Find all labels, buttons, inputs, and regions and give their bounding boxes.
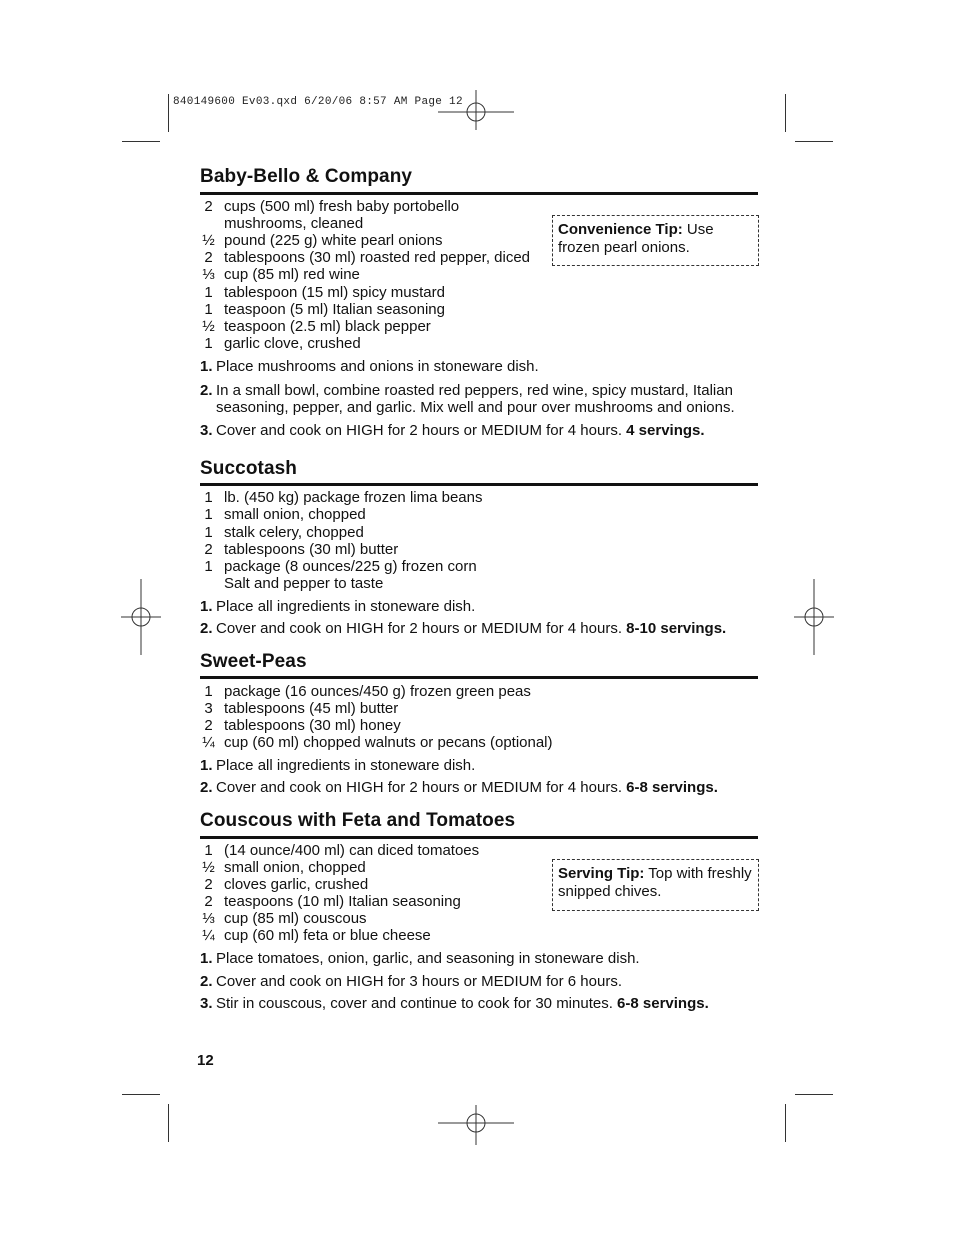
convenience-tip-box	[552, 215, 759, 266]
crop-mark	[795, 1094, 833, 1095]
title-rule	[200, 836, 758, 839]
recipe-title: Succotash	[200, 458, 297, 479]
step: 2. In a small bowl, combine roasted red peppers, red wine, spicy mustard, Italian seasoning, pepper, and garlic. Mix well and pour over mushrooms and onions.	[200, 382, 735, 416]
title-rule	[200, 676, 758, 679]
step: 1. Place all ingredients in stoneware dish.	[200, 757, 476, 774]
crop-mark	[785, 94, 786, 132]
crop-mark	[785, 1104, 786, 1142]
registration-mark-icon	[438, 74, 514, 150]
crop-mark	[168, 94, 169, 132]
serving-tip-box	[552, 859, 759, 911]
step: 1. Place all ingredients in stoneware dish.	[200, 598, 476, 615]
recipe-title: Couscous with Feta and Tomatoes	[200, 810, 516, 831]
tip-label: Serving Tip:	[558, 865, 645, 882]
tip-text: Use frozen pearl onions.	[558, 221, 714, 256]
crop-mark	[122, 1094, 160, 1095]
title-rule	[200, 483, 758, 486]
step: 2. Cover and cook on HIGH for 2 hours or MEDIUM for 4 hours. 6-8 servings.	[200, 779, 718, 796]
crop-mark	[795, 141, 833, 142]
step: 2. Cover and cook on HIGH for 2 hours or MEDIUM for 4 hours. 8-10 servings.	[200, 620, 727, 637]
registration-mark-icon	[103, 579, 179, 655]
tip-label: Convenience Tip:	[558, 221, 683, 238]
step: 1. Place tomatoes, onion, garlic, and seasoning in stoneware dish.	[200, 950, 640, 967]
recipe-title: Baby-Bello & Company	[200, 166, 413, 187]
tip-text: Top with freshly snipped chives.	[558, 865, 752, 900]
recipe-title: Sweet-Peas	[200, 651, 307, 672]
crop-mark	[168, 1104, 169, 1142]
print-slug: 840149600 Ev03.qxd 6/20/06 8:57 AM Page 12	[173, 96, 463, 108]
page-number: 12	[197, 1052, 214, 1069]
step: 1. Place mushrooms and onions in stoneware dish.	[200, 358, 539, 375]
title-rule	[200, 192, 758, 195]
registration-mark-icon	[438, 1085, 514, 1161]
step: 3. Cover and cook on HIGH for 2 hours or MEDIUM for 4 hours. 4 servings.	[200, 422, 705, 439]
crop-mark	[122, 141, 160, 142]
registration-mark-icon	[776, 579, 852, 655]
step: 3. Stir in couscous, cover and continue to cook for 30 minutes. 6-8 servings.	[200, 995, 709, 1012]
step: 2. Cover and cook on HIGH for 3 hours or MEDIUM for 6 hours.	[200, 973, 622, 990]
